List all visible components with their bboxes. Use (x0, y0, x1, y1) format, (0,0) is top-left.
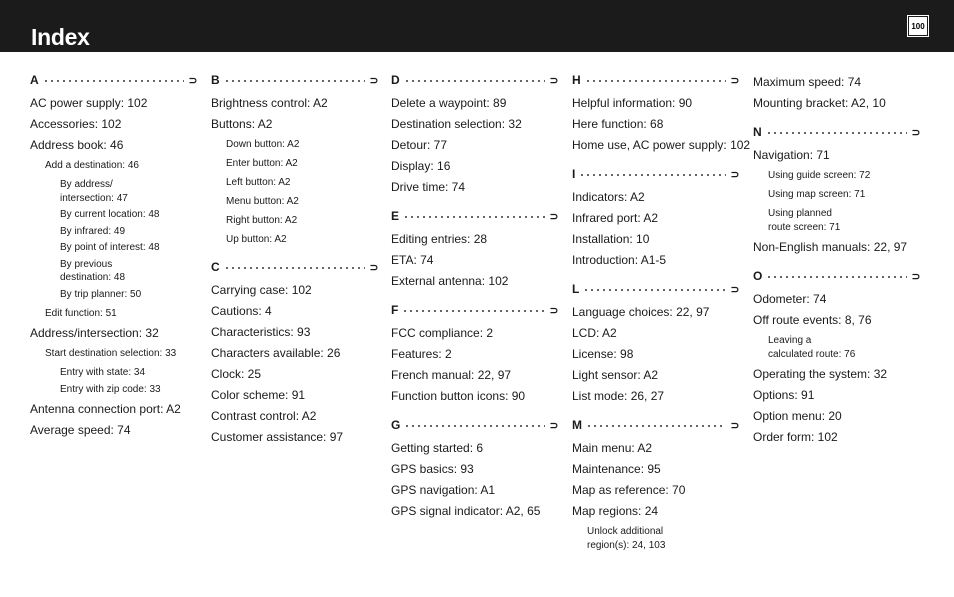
index-column-4 (572, 72, 751, 562)
index-entry (391, 114, 559, 135)
index-entry-text: Main menu: A2 (572, 441, 653, 455)
index-entry-text: Delete a waypoint: 89 (391, 96, 507, 110)
index-entry (30, 178, 198, 205)
dot-leader (579, 174, 726, 176)
index-entry-text: By previous (60, 258, 113, 270)
letter-label: M (572, 418, 582, 432)
index-entry-text: Options: 91 (753, 388, 815, 402)
index-entry (211, 364, 379, 385)
index-entry (753, 406, 921, 427)
continue-arrow-icon: ⊃ (730, 74, 740, 87)
letter-heading (211, 259, 379, 275)
letter-heading (391, 417, 559, 433)
index-section-n (753, 124, 921, 258)
index-entry (391, 135, 559, 156)
index-entry-text: FCC compliance: 2 (391, 326, 494, 340)
index-entry-text: Buttons: A2 (211, 117, 273, 131)
index-section-d (391, 72, 559, 198)
dot-leader (403, 216, 545, 218)
index-entry (572, 229, 740, 250)
letter-label: N (753, 125, 762, 139)
index-entry-text: Brightness control: A2 (211, 96, 328, 110)
index-entry (391, 250, 559, 271)
dot-leader (766, 276, 907, 278)
index-entry-text: Color scheme: 91 (211, 388, 306, 402)
letter-heading (391, 72, 559, 88)
index-entry (753, 289, 921, 310)
index-entry-text: Order form: 102 (753, 430, 838, 444)
index-entry-text: Helpful information: 90 (572, 96, 693, 110)
index-entry-text: Infrared port: A2 (572, 211, 659, 225)
index-entry (572, 187, 740, 208)
index-entry (391, 156, 559, 177)
index-entry (572, 459, 740, 480)
index-entry-text: Down button: A2 (226, 139, 300, 150)
letter-label: G (391, 418, 401, 432)
index-entry-text: Detour: 77 (391, 138, 448, 152)
letter-heading (753, 124, 921, 140)
index-section-i (572, 166, 740, 271)
index-entry-text: By infrared: 49 (60, 225, 126, 237)
index-entry-text: Left button: A2 (226, 177, 291, 188)
index-entry-text: GPS navigation: A1 (391, 483, 496, 497)
index-entry-text: Antenna connection port: A2 (30, 402, 181, 416)
index-entry (211, 135, 379, 154)
index-entry (391, 344, 559, 365)
index-entry (30, 288, 198, 302)
index-entry (211, 427, 379, 448)
letter-label: E (391, 209, 400, 223)
letter-heading (572, 417, 740, 433)
index-entry (211, 406, 379, 427)
index-entry (30, 258, 198, 285)
index-entry (391, 365, 559, 386)
index-entry-text: License: 98 (572, 347, 634, 361)
index-entry-text: intersection: 47 (60, 192, 128, 204)
index-section-f (391, 302, 559, 407)
index-entry-text: Maintenance: 95 (572, 462, 661, 476)
index-entry (211, 93, 379, 114)
dot-leader (404, 80, 545, 82)
index-entry (391, 323, 559, 344)
index-entry (753, 93, 921, 114)
index-entry (572, 365, 740, 386)
continue-arrow-icon: ⊃ (730, 168, 740, 181)
index-entry (30, 383, 198, 397)
index-entry-text: Function button icons: 90 (391, 389, 526, 403)
index-entry (211, 280, 379, 301)
page-title: Index (31, 24, 90, 50)
index-entry-text: Getting started: 6 (391, 441, 484, 455)
index-entry (572, 501, 740, 522)
index-entry-text: route screen: 71 (768, 221, 841, 233)
index-section-o (753, 268, 921, 448)
index-entry-text: External antenna: 102 (391, 274, 509, 288)
index-entry (211, 173, 379, 192)
continue-arrow-icon: ⊃ (188, 74, 198, 87)
index-entry-text: Off route events: 8, 76 (753, 313, 872, 327)
index-entry (753, 166, 921, 185)
index-entry (753, 364, 921, 385)
index-entry-text: GPS basics: 93 (391, 462, 474, 476)
index-section-h (572, 72, 751, 156)
index-entry (30, 323, 198, 344)
index-entry-text: Light sensor: A2 (572, 368, 659, 382)
index-entry (30, 399, 198, 420)
index-entry-text: Operating the system: 32 (753, 367, 888, 381)
index-entry (391, 438, 559, 459)
index-entry (211, 230, 379, 249)
index-entry (30, 156, 198, 175)
letter-heading (572, 72, 740, 88)
continue-arrow-icon: ⊃ (730, 283, 740, 296)
dot-leader (224, 267, 365, 269)
index-entry-text: destination: 48 (60, 272, 126, 283)
index-entry (572, 135, 751, 156)
index-section-a (30, 72, 198, 441)
index-entry-text: calculated route: 76 (768, 348, 856, 360)
index-entry (211, 322, 379, 343)
index-entry (572, 438, 740, 459)
index-entry (572, 250, 740, 271)
index-entry (753, 310, 921, 331)
index-entry-text: Unlock additional (587, 526, 664, 537)
letter-heading (391, 208, 559, 224)
index-entry (211, 301, 379, 322)
index-entry (753, 145, 921, 166)
index-entry-text: By trip planner: 50 (60, 288, 142, 300)
letter-label: B (211, 73, 220, 87)
index-entry (753, 185, 921, 204)
index-entry (30, 114, 198, 135)
index-entry-text: Add a destination: 46 (45, 160, 139, 171)
letter-heading (211, 72, 379, 88)
index-entry-text: Up button: A2 (226, 234, 287, 245)
index-section-g (391, 417, 559, 522)
index-entry (572, 386, 740, 407)
index-entry (572, 114, 740, 135)
index-entry (30, 241, 198, 255)
dot-leader (43, 80, 184, 82)
index-entry (572, 93, 740, 114)
index-entry (572, 208, 740, 229)
index-entry (30, 93, 198, 114)
index-entry-text: Destination selection: 32 (391, 117, 522, 131)
index-entry-text: List mode: 26, 27 (572, 389, 665, 403)
index-entry-text: Start destination selection: 33 (45, 348, 177, 359)
index-entry (391, 229, 559, 250)
index-entry (30, 344, 198, 363)
index-entry-text: Maximum speed: 74 (753, 75, 862, 89)
index-entry-text: Characters available: 26 (211, 346, 341, 360)
index-entry-text: Drive time: 74 (391, 180, 466, 194)
index-column-5 (753, 72, 921, 458)
index-entry-text: Accessories: 102 (30, 117, 122, 131)
continue-arrow-icon: ⊃ (369, 74, 379, 87)
index-entry-text: Mounting bracket: A2, 10 (753, 96, 886, 110)
continue-arrow-icon: ⊃ (549, 210, 559, 223)
continue-arrow-icon: ⊃ (911, 126, 921, 139)
index-entry (391, 386, 559, 407)
letter-label: D (391, 73, 400, 87)
continue-arrow-icon: ⊃ (549, 419, 559, 432)
index-entry (211, 192, 379, 211)
continue-arrow-icon: ⊃ (369, 261, 379, 274)
index-entry-text: Characteristics: 93 (211, 325, 311, 339)
index-entry-text: Option menu: 20 (753, 409, 842, 423)
index-column-2 (211, 72, 379, 458)
index-entry (211, 211, 379, 230)
index-entry (391, 480, 559, 501)
letter-heading (572, 166, 740, 182)
index-entry (391, 271, 559, 292)
index-entry-text: AC power supply: 102 (30, 96, 148, 110)
index-entry-text: Customer assistance: 97 (211, 430, 344, 444)
index-entry (30, 135, 198, 156)
letter-label: I (572, 167, 576, 181)
index-entry-text: Edit function: 51 (45, 308, 117, 319)
letter-heading (572, 281, 740, 297)
index-entry-text: Entry with zip code: 33 (60, 383, 161, 395)
letter-heading (30, 72, 198, 88)
index-entry-text: Features: 2 (391, 347, 452, 361)
index-entry-text: Here function: 68 (572, 117, 664, 131)
index-entry-text: Indicators: A2 (572, 190, 645, 204)
index-section-b (211, 72, 379, 249)
index-section-e (391, 208, 559, 292)
index-entry (572, 302, 740, 323)
index-entry (391, 459, 559, 480)
index-entry-text: By point of interest: 48 (60, 242, 160, 253)
index-entry-text: Odometer: 74 (753, 292, 827, 306)
index-entry-text: Clock: 25 (211, 367, 262, 381)
index-column-1 (30, 72, 198, 451)
index-entry-text: Installation: 10 (572, 232, 650, 246)
index-entry-text: Address/intersection: 32 (30, 326, 159, 340)
index-entry-text: Cautions: 4 (211, 304, 272, 318)
index-entry-text: Editing entries: 28 (391, 232, 488, 246)
index-entry (391, 177, 559, 198)
index-entry (30, 304, 198, 323)
index-entry (211, 343, 379, 364)
index-entry (753, 237, 921, 258)
index-column-3 (391, 72, 559, 532)
continue-arrow-icon: ⊃ (730, 419, 740, 432)
index-entry (572, 525, 740, 552)
index-entry-text: Home use, AC power supply: 102 (572, 138, 751, 152)
index-entry-text: Using map screen: 71 (768, 189, 866, 200)
index-entry (572, 480, 740, 501)
index-entry-text: Language choices: 22, 97 (572, 305, 710, 319)
index-entry-text: Carrying case: 102 (211, 283, 312, 297)
index-entry-text: Contrast control: A2 (211, 409, 317, 423)
index-entry (753, 427, 921, 448)
index-entry-text: Navigation: 71 (753, 148, 830, 162)
index-entry (391, 501, 559, 522)
continue-arrow-icon: ⊃ (549, 304, 559, 317)
index-entry-text: Non-English manuals: 22, 97 (753, 240, 908, 254)
dot-leader (404, 425, 545, 427)
index-entry (30, 225, 198, 239)
index-entry (753, 72, 921, 93)
index-entry (753, 207, 921, 234)
letter-label: C (211, 260, 220, 274)
dot-leader (402, 310, 545, 312)
letter-label: A (30, 73, 39, 87)
index-entry (211, 114, 379, 135)
dot-leader (585, 80, 726, 82)
page-number-badge: 100 (908, 16, 928, 36)
index-entry (753, 334, 921, 361)
index-entry-text: Using planned (768, 208, 832, 219)
index-entry-text: LCD: A2 (572, 326, 617, 340)
dot-leader (583, 289, 726, 291)
dot-leader (586, 425, 726, 427)
continue-arrow-icon: ⊃ (549, 74, 559, 87)
index-entry (753, 385, 921, 406)
letter-heading (753, 268, 921, 284)
index-entry-text: Leaving a (768, 335, 812, 346)
letter-heading (391, 302, 559, 318)
index-entry (572, 344, 740, 365)
dot-leader (766, 132, 907, 134)
index-entry-text: Introduction: A1-5 (572, 253, 667, 267)
index-section-c (211, 259, 379, 448)
index-entry-text: Display: 16 (391, 159, 451, 173)
continue-arrow-icon: ⊃ (911, 270, 921, 283)
index-entry-text: ETA: 74 (391, 253, 434, 267)
index-section-m (572, 417, 740, 552)
letter-label: F (391, 303, 399, 317)
index-entry-text: region(s): 24, 103 (587, 539, 666, 551)
index-entry (211, 154, 379, 173)
index-entry-text: Using guide screen: 72 (768, 170, 871, 181)
index-entry-text: Average speed: 74 (30, 423, 131, 437)
index-section-continued (753, 72, 921, 114)
index-entry-text: French manual: 22, 97 (391, 368, 512, 382)
dot-leader (224, 80, 365, 82)
index-entry (30, 366, 198, 380)
index-entry-text: Address book: 46 (30, 138, 124, 152)
letter-label: L (572, 282, 580, 296)
index-section-l (572, 281, 740, 407)
index-entry (572, 323, 740, 344)
index-entry-text: Map as reference: 70 (572, 483, 686, 497)
index-entry (391, 93, 559, 114)
index-entry-text: By address/ (60, 179, 113, 190)
index-entry-text: Entry with state: 34 (60, 367, 146, 378)
index-entry-text: By current location: 48 (60, 209, 160, 220)
letter-label: H (572, 73, 581, 87)
index-entry (211, 385, 379, 406)
index-entry-text: Menu button: A2 (226, 196, 299, 207)
page-header (0, 0, 954, 52)
index-entry-text: Map regions: 24 (572, 504, 659, 518)
letter-label: O (753, 269, 763, 283)
index-entry (30, 420, 198, 441)
index-entry-text: Enter button: A2 (226, 158, 298, 169)
index-entry (30, 208, 198, 222)
index-entry-text: GPS signal indicator: A2, 65 (391, 504, 541, 518)
index-entry-text: Right button: A2 (226, 215, 298, 226)
